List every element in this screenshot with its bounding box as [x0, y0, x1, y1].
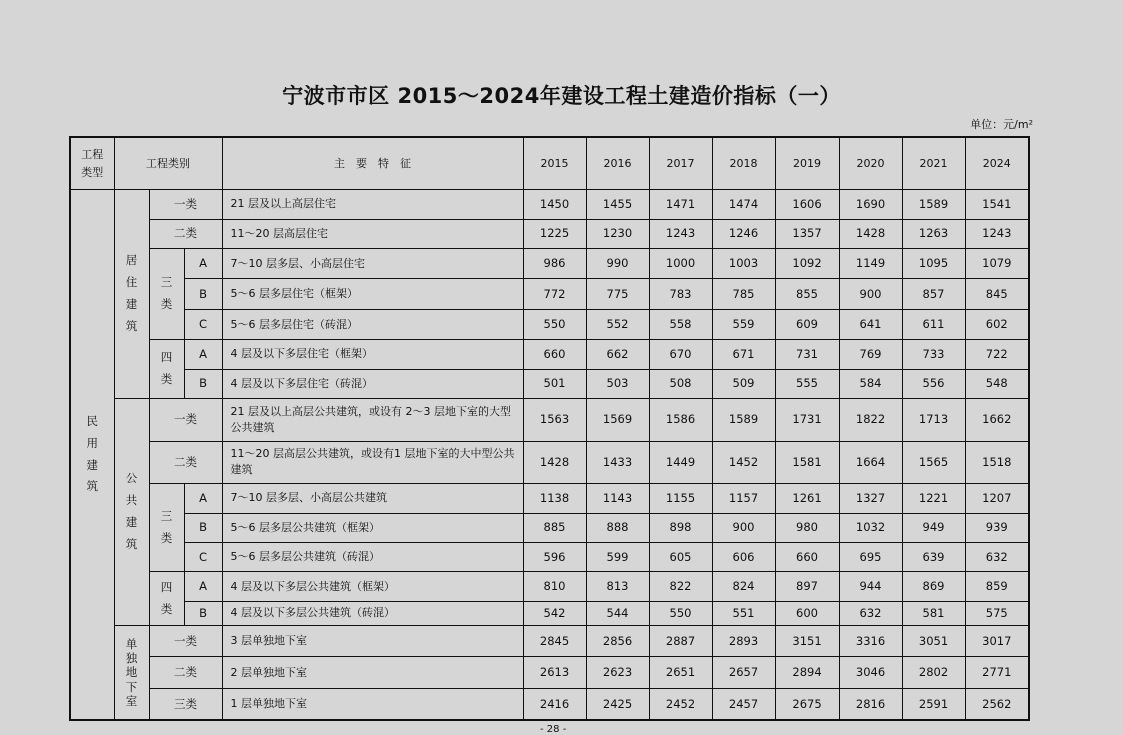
value-cell: 1428: [523, 441, 586, 484]
value-cell: 1450: [523, 190, 586, 219]
value-cell: 1428: [839, 219, 902, 248]
class-label: 三类: [149, 688, 222, 720]
value-cell: 602: [965, 309, 1029, 339]
value-cell: 824: [712, 572, 775, 601]
value-cell: 990: [586, 249, 649, 279]
value-cell: 869: [902, 572, 965, 601]
value-cell: 508: [649, 369, 712, 398]
value-cell: 1581: [775, 441, 839, 484]
feature-cell: 5～6 层多层公共建筑（框架）: [222, 513, 523, 542]
value-cell: 3046: [839, 657, 902, 688]
value-cell: 897: [775, 572, 839, 601]
value-cell: 1471: [649, 190, 712, 219]
value-cell: 986: [523, 249, 586, 279]
value-cell: 575: [965, 601, 1029, 625]
value-cell: 900: [839, 279, 902, 309]
feature-cell: 4 层及以下多层公共建筑（砖混）: [222, 601, 523, 625]
class3-label: 三类: [149, 249, 184, 340]
value-cell: 2591: [902, 688, 965, 720]
value-cell: 1246: [712, 219, 775, 248]
table-row: [70, 513, 1029, 542]
feature-cell: 21 层及以上高层公共建筑，或设有 2～3 层地下室的大型公共建筑: [222, 399, 523, 442]
value-cell: 662: [586, 340, 649, 369]
value-cell: 544: [586, 601, 649, 625]
header-year: 2017: [649, 137, 712, 190]
value-cell: 1207: [965, 484, 1029, 513]
value-cell: 2816: [839, 688, 902, 720]
feature-cell: 3 层单独地下室: [222, 626, 523, 657]
class-label: 一类: [149, 626, 222, 657]
value-cell: 855: [775, 279, 839, 309]
value-cell: 611: [902, 309, 965, 339]
value-cell: 1092: [775, 249, 839, 279]
value-cell: 859: [965, 572, 1029, 601]
value-cell: 1449: [649, 441, 712, 484]
civil-buildings-label: 民用建筑: [70, 190, 114, 720]
value-cell: 857: [902, 279, 965, 309]
value-cell: 2887: [649, 626, 712, 657]
value-cell: 551: [712, 601, 775, 625]
value-cell: 949: [902, 513, 965, 542]
subclass-label: C: [184, 309, 222, 339]
table-row: [70, 626, 1029, 657]
feature-cell: 11～20 层高层住宅: [222, 219, 523, 248]
class-label: 二类: [149, 657, 222, 688]
value-cell: 900: [712, 513, 775, 542]
value-cell: 1230: [586, 219, 649, 248]
value-cell: 1563: [523, 399, 586, 442]
value-cell: 944: [839, 572, 902, 601]
value-cell: 1157: [712, 484, 775, 513]
header-year: 2015: [523, 137, 586, 190]
public-label: 公共建筑: [114, 399, 149, 626]
value-cell: 1263: [902, 219, 965, 248]
table-row: [70, 340, 1029, 369]
value-cell: 2845: [523, 626, 586, 657]
value-cell: 1474: [712, 190, 775, 219]
value-cell: 550: [523, 309, 586, 339]
value-cell: 558: [649, 309, 712, 339]
value-cell: 670: [649, 340, 712, 369]
feature-cell: 21 层及以上高层住宅: [222, 190, 523, 219]
value-cell: 1357: [775, 219, 839, 248]
class-label: 一类: [149, 190, 222, 219]
value-cell: 1079: [965, 249, 1029, 279]
value-cell: 1731: [775, 399, 839, 442]
feature-cell: 4 层及以下多层住宅（砖混）: [222, 369, 523, 398]
feature-cell: 11～20 层高层公共建筑，或设有1 层地下室的大中型公共建筑: [222, 441, 523, 484]
header-row: [70, 137, 1029, 190]
subclass-label: A: [184, 572, 222, 601]
cost-index-table: [69, 136, 1030, 721]
value-cell: 1569: [586, 399, 649, 442]
feature-cell: 5～6 层多层公共建筑（砖混）: [222, 542, 523, 571]
subclass-label: A: [184, 249, 222, 279]
value-cell: 605: [649, 542, 712, 571]
value-cell: 1664: [839, 441, 902, 484]
value-cell: 1822: [839, 399, 902, 442]
value-cell: 3151: [775, 626, 839, 657]
value-cell: 2802: [902, 657, 965, 688]
feature-cell: 1 层单独地下室: [222, 688, 523, 720]
value-cell: 2425: [586, 688, 649, 720]
table-row: [70, 190, 1029, 219]
value-cell: 722: [965, 340, 1029, 369]
feature-cell: 2 层单独地下室: [222, 657, 523, 688]
header-feature: 主 要 特 征: [222, 137, 523, 190]
value-cell: 632: [839, 601, 902, 625]
table-row: [70, 309, 1029, 339]
value-cell: 548: [965, 369, 1029, 398]
value-cell: 1518: [965, 441, 1029, 484]
value-cell: 813: [586, 572, 649, 601]
value-cell: 1455: [586, 190, 649, 219]
subclass-label: A: [184, 484, 222, 513]
subclass-label: B: [184, 369, 222, 398]
value-cell: 606: [712, 542, 775, 571]
table-row: [70, 399, 1029, 442]
value-cell: 772: [523, 279, 586, 309]
value-cell: 775: [586, 279, 649, 309]
table-row: [70, 249, 1029, 279]
value-cell: 731: [775, 340, 839, 369]
value-cell: 769: [839, 340, 902, 369]
value-cell: 2416: [523, 688, 586, 720]
header-type: 工程类型: [70, 137, 114, 190]
value-cell: 2893: [712, 626, 775, 657]
value-cell: 888: [586, 513, 649, 542]
subclass-label: C: [184, 542, 222, 571]
class4-label: 四类: [149, 572, 184, 626]
value-cell: 550: [649, 601, 712, 625]
subclass-label: B: [184, 601, 222, 625]
page-title: 宁波市市区 2015～2024年建设工程土建造价指标（一）: [282, 84, 841, 108]
value-cell: 1149: [839, 249, 902, 279]
value-cell: 2651: [649, 657, 712, 688]
feature-cell: 7～10 层多层、小高层住宅: [222, 249, 523, 279]
value-cell: 1433: [586, 441, 649, 484]
value-cell: 556: [902, 369, 965, 398]
value-cell: 845: [965, 279, 1029, 309]
value-cell: 1690: [839, 190, 902, 219]
value-cell: 2657: [712, 657, 775, 688]
subclass-label: B: [184, 279, 222, 309]
table-row: [70, 542, 1029, 571]
table-row: [70, 688, 1029, 720]
value-cell: 2613: [523, 657, 586, 688]
header-year: 2018: [712, 137, 775, 190]
value-cell: 552: [586, 309, 649, 339]
unit-label: 单位：元/m²: [970, 118, 1033, 131]
value-cell: 939: [965, 513, 1029, 542]
value-cell: 555: [775, 369, 839, 398]
value-cell: 695: [839, 542, 902, 571]
value-cell: 660: [775, 542, 839, 571]
class3-label: 三类: [149, 484, 184, 572]
value-cell: 2771: [965, 657, 1029, 688]
value-cell: 671: [712, 340, 775, 369]
value-cell: 1327: [839, 484, 902, 513]
value-cell: 1541: [965, 190, 1029, 219]
subclass-label: B: [184, 513, 222, 542]
header-year: 2024: [965, 137, 1029, 190]
value-cell: 898: [649, 513, 712, 542]
table-row: [70, 572, 1029, 601]
feature-cell: 4 层及以下多层住宅（框架）: [222, 340, 523, 369]
cost-index-table-wrapper: [69, 136, 1028, 721]
value-cell: 1221: [902, 484, 965, 513]
table-row: [70, 279, 1029, 309]
value-cell: 2856: [586, 626, 649, 657]
value-cell: 1225: [523, 219, 586, 248]
feature-cell: 4 层及以下多层公共建筑（框架）: [222, 572, 523, 601]
value-cell: 1662: [965, 399, 1029, 442]
value-cell: 1000: [649, 249, 712, 279]
value-cell: 785: [712, 279, 775, 309]
value-cell: 2452: [649, 688, 712, 720]
value-cell: 542: [523, 601, 586, 625]
table-row: [70, 601, 1029, 625]
class-label: 二类: [149, 441, 222, 484]
table-row: [70, 484, 1029, 513]
value-cell: 980: [775, 513, 839, 542]
subclass-label: A: [184, 340, 222, 369]
value-cell: 559: [712, 309, 775, 339]
value-cell: 1095: [902, 249, 965, 279]
basement-label: 单独地下室: [114, 626, 149, 720]
value-cell: 509: [712, 369, 775, 398]
value-cell: 1565: [902, 441, 965, 484]
value-cell: 641: [839, 309, 902, 339]
value-cell: 660: [523, 340, 586, 369]
value-cell: 632: [965, 542, 1029, 571]
value-cell: 1452: [712, 441, 775, 484]
value-cell: 596: [523, 542, 586, 571]
value-cell: 599: [586, 542, 649, 571]
feature-cell: 5～6 层多层住宅（砖混）: [222, 309, 523, 339]
value-cell: 1243: [649, 219, 712, 248]
value-cell: 783: [649, 279, 712, 309]
value-cell: 2894: [775, 657, 839, 688]
value-cell: 733: [902, 340, 965, 369]
class-label: 一类: [149, 399, 222, 442]
value-cell: 1155: [649, 484, 712, 513]
value-cell: 639: [902, 542, 965, 571]
feature-cell: 5～6 层多层住宅（框架）: [222, 279, 523, 309]
class-label: 二类: [149, 219, 222, 248]
table-row: [70, 441, 1029, 484]
value-cell: 2457: [712, 688, 775, 720]
value-cell: 2675: [775, 688, 839, 720]
table-row: [70, 219, 1029, 248]
value-cell: 2562: [965, 688, 1029, 720]
value-cell: 503: [586, 369, 649, 398]
table-row: [70, 657, 1029, 688]
value-cell: 1589: [902, 190, 965, 219]
header-category: 工程类别: [114, 137, 222, 190]
feature-cell: 7～10 层多层、小高层公共建筑: [222, 484, 523, 513]
value-cell: 1143: [586, 484, 649, 513]
value-cell: 3017: [965, 626, 1029, 657]
value-cell: 1003: [712, 249, 775, 279]
value-cell: 600: [775, 601, 839, 625]
value-cell: 3051: [902, 626, 965, 657]
value-cell: 1032: [839, 513, 902, 542]
header-year: 2021: [902, 137, 965, 190]
value-cell: 1243: [965, 219, 1029, 248]
value-cell: 1713: [902, 399, 965, 442]
table-row: [70, 369, 1029, 398]
value-cell: 1138: [523, 484, 586, 513]
residential-label: 居住建筑: [114, 190, 149, 399]
value-cell: 1606: [775, 190, 839, 219]
value-cell: 885: [523, 513, 586, 542]
value-cell: 581: [902, 601, 965, 625]
value-cell: 1589: [712, 399, 775, 442]
value-cell: 609: [775, 309, 839, 339]
value-cell: 3316: [839, 626, 902, 657]
header-year: 2016: [586, 137, 649, 190]
header-year: 2019: [775, 137, 839, 190]
value-cell: 810: [523, 572, 586, 601]
class4-label: 四类: [149, 340, 184, 399]
value-cell: 822: [649, 572, 712, 601]
value-cell: 2623: [586, 657, 649, 688]
value-cell: 501: [523, 369, 586, 398]
page-number: - 28 -: [540, 724, 567, 735]
value-cell: 584: [839, 369, 902, 398]
value-cell: 1586: [649, 399, 712, 442]
header-year: 2020: [839, 137, 902, 190]
value-cell: 1261: [775, 484, 839, 513]
